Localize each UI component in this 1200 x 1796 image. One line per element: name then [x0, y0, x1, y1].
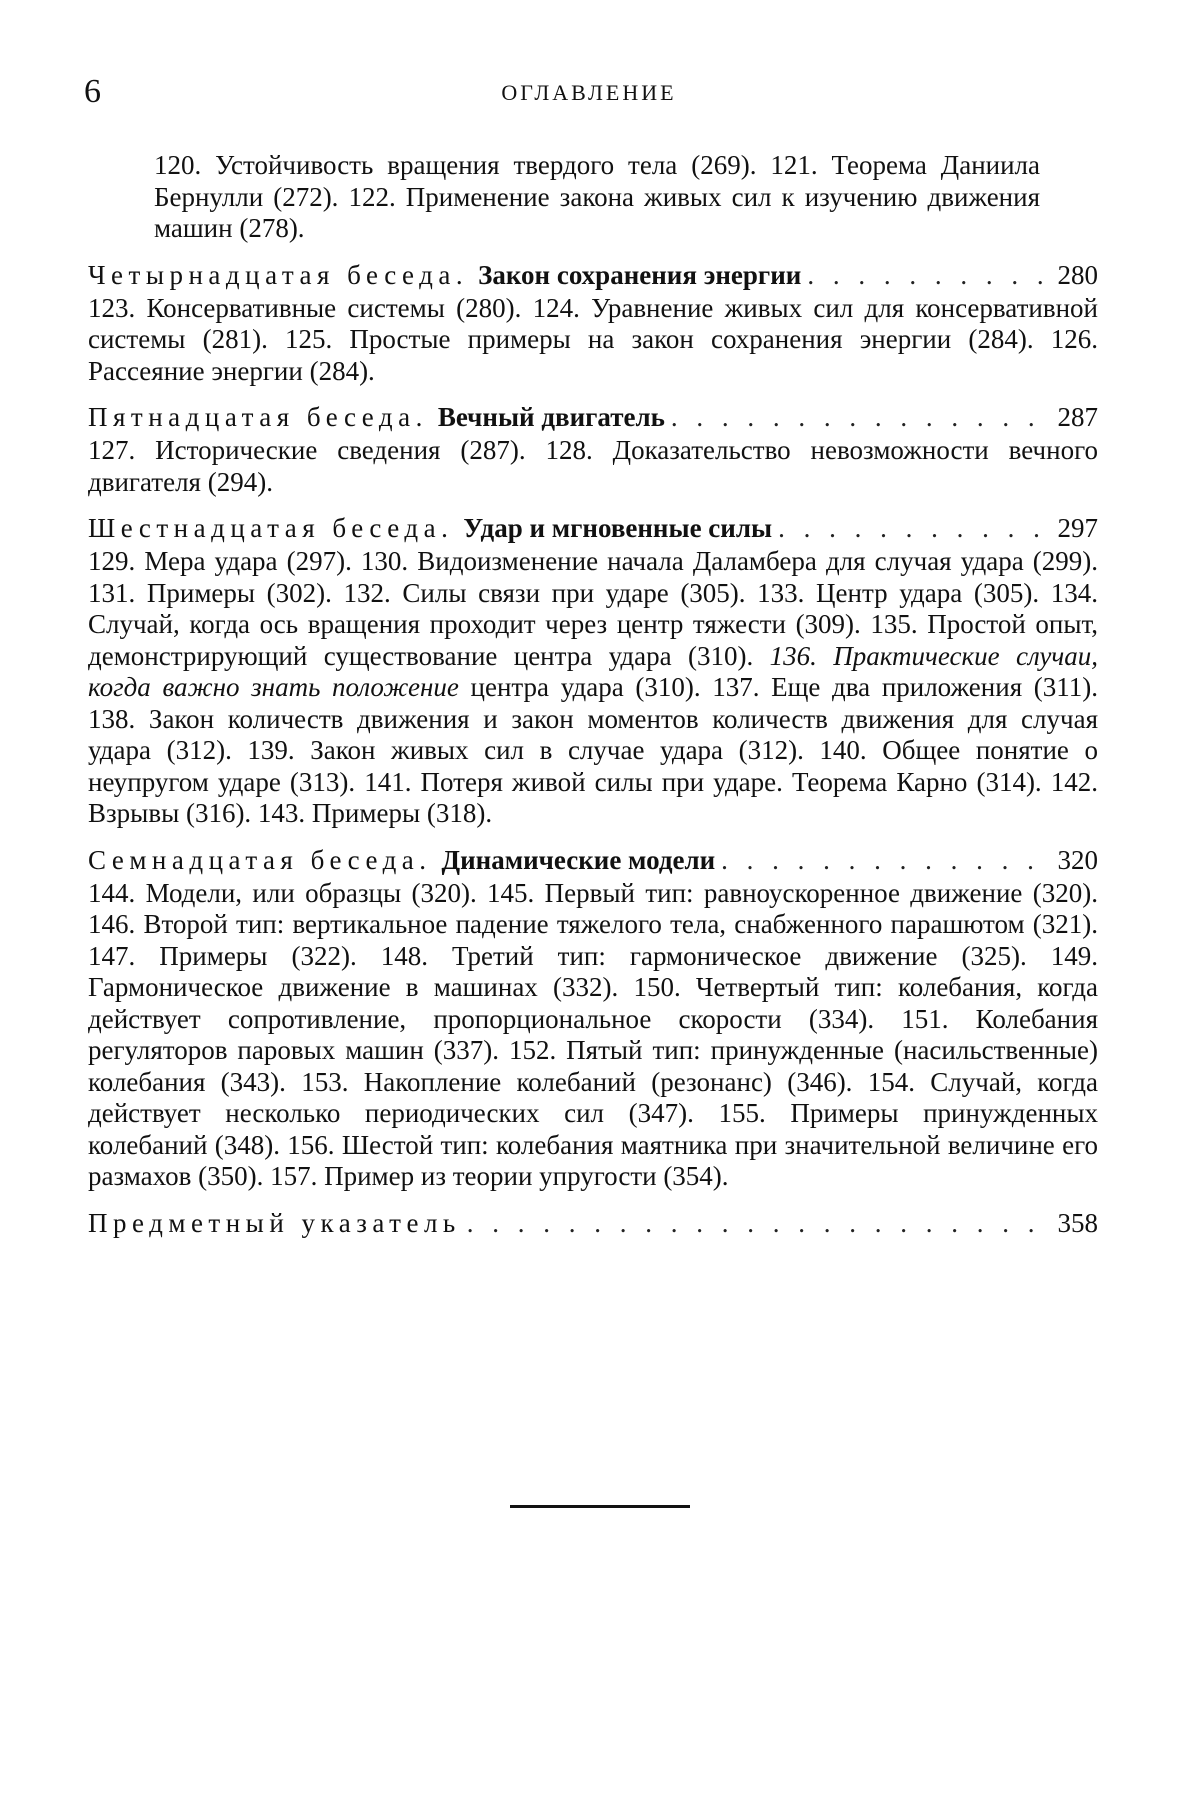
- chapter-sections: 123. Консервативные системы (280). 124. Уравнение живых сил для консервативной системы (281). 125. Простые примеры на закон сохранения энергии (284). 126. Рассеяние энергии (284).: [88, 292, 1098, 386]
- chapter-title: Удар и мгновенные силы: [463, 513, 773, 543]
- chapter-label: Шестнадцатая беседа.: [88, 513, 454, 543]
- chapter-sections: 127. Исторические сведения (287). 128. Доказательство невозможности вечного двигателя (294).: [88, 435, 1098, 497]
- chapter-page-number: 297: [1057, 513, 1098, 543]
- chapter-heading: [88, 510, 1098, 546]
- toc-entry-chapter-15: [88, 399, 1098, 498]
- chapter-page-number: 287: [1057, 402, 1098, 432]
- dot-leader: [721, 842, 1051, 878]
- running-head: [84, 72, 1094, 112]
- chapter-label: Пятнадцатая беседа.: [88, 402, 428, 432]
- index-page-number: 358: [1057, 1207, 1098, 1238]
- toc-entry-chapter-17: [88, 842, 1098, 1193]
- chapter-heading: [88, 842, 1098, 878]
- chapter-title: Динамические модели: [441, 844, 716, 875]
- toc-entry-index: [88, 1205, 1098, 1241]
- dot-leader: [807, 257, 1051, 293]
- continued-sections: 120. Устойчивость вращения твердого тела (269). 121. Теорема Даниила Бернулли (272). 122. Применение закона живых сил к изучению движения машин (278).: [154, 150, 1040, 243]
- chapter-page-number: 320: [1057, 844, 1098, 875]
- chapter-title: Вечный двигатель: [437, 402, 665, 432]
- sections-italic-text: 136. Практические случаи, когда важно знать положение: [88, 640, 1098, 702]
- chapter-page-number: 280: [1057, 259, 1098, 290]
- chapter-sections: 144. Модели, или образцы (320). 145. Первый тип: равноускоренное движение (320). 146. Второй тип: вертикальное падение тяжелого тела, снабженного парашютом (321). 147. Примеры (322). 148. Третий тип: гармоническое движение (325). 149. Гармоническое движение в машинах (332). 150. Четвертый тип: колебания, когда действует сопротивление, пропорциональное скорости (334). 151. Колебания регуляторов паровых машин (337). 152. Пятый тип: принужденные (насильственные) колебания (343). 153. Накопление колебаний (резонанс) (346). 154. Случай, когда действует несколько периодических сил (347). 155. Примеры принужденных колебаний (348). 156. Шестой тип: колебания маятника при значительной величине его размахов (350). 157. Пример из теории упругости (354).: [88, 877, 1098, 1191]
- chapter-sections: [88, 546, 1098, 830]
- table-of-contents: [88, 150, 1098, 1241]
- dot-leader: [467, 1205, 1052, 1241]
- toc-entry-chapter-14: [88, 257, 1098, 388]
- chapter-label: Четырнадцатая беседа.: [88, 259, 469, 290]
- sections-text: 129. Мера удара (297). 130. Видоизменение начала Даламбера для случая удара (299). 131. Примеры (302). 132. Силы связи при ударе (305). 133. Центр удара (305). 134. Случай, когда ось вращения проходит через центр тяжести (309). 135. Простой опыт, демонстрирующий существование центра удара (310).: [88, 546, 1098, 671]
- sections-text: центра удара (310). 137. Еще два приложения (311). 138. Закон количеств движения и закон моментов количеств движения для случая удара (312). 139. Закон живых сил в случае удара (312). 140. Общее понятие о неупругом ударе (313). 141. Потеря живой силы при ударе. Теорема Карно (314). 142. Взрывы (316). 143. Примеры (318).: [88, 672, 1098, 828]
- dot-leader: [778, 510, 1051, 546]
- toc-entry-chapter-16: [88, 510, 1098, 830]
- end-rule-divider: [510, 1505, 690, 1508]
- chapter-heading: [88, 257, 1098, 293]
- chapter-label: Семнадцатая беседа.: [88, 844, 432, 875]
- chapter-heading: [88, 399, 1098, 435]
- dot-leader: [671, 399, 1052, 435]
- running-title: ОГЛАВЛЕНИЕ: [501, 80, 677, 105]
- page-number: 6: [84, 73, 101, 110]
- chapter-title: Закон сохранения энергии: [478, 259, 802, 290]
- index-heading: [88, 1205, 1098, 1241]
- index-label: Предметный указатель: [88, 1207, 461, 1238]
